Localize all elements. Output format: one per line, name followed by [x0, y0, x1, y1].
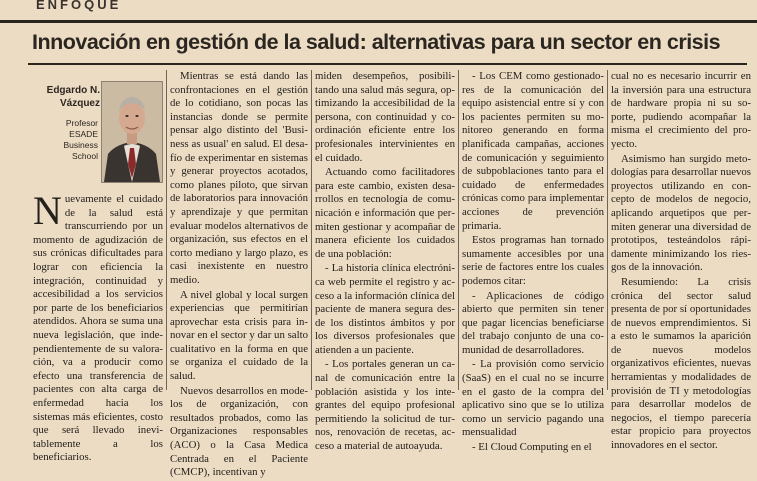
- article-column-3: [315, 70, 455, 455]
- paragraph: miden desempeños, posibilitando una salud más segura, optimizando la accesibilidad de la persona, con continuidad y coordinación eficiente entre los profesionales intervinientes en el cuidado.: [315, 70, 455, 164]
- author-first-name: Edgardo N.: [46, 85, 100, 96]
- paragraph: Actuando como facilitadores para este cambio, existen desarrollos en tecnología de comunicación e información que permiten gestionar y acompañar de manera eficiente los cuidados de una población:: [315, 166, 455, 260]
- author-name: [30, 84, 100, 110]
- paragraph: - La provisión como servicio (SaaS) en el cual no se incurre en el gasto de la compra del aplicativo sino que se lo utiliza como un servicio pagando una mensualidad: [462, 358, 604, 439]
- paragraph: - Aplicaciones de código abierto que permiten sin tener que pagar licencias beneficiarse del trabajo conjunto de una comunidad de desarrolladores.: [462, 289, 604, 356]
- author-role-line: Profesor: [65, 118, 98, 128]
- paragraph-text: uevamente el cuidado de la salud está transcurriendo por un momento de agudización de sus crónicas dificultades para lograr con eficiencia la integración, continuidad y accesibilidad a los servicios por parte de los beneficiarios atendidos. Ahora se suma una nueva legislación, que independientemente de su valoración, va a producir como efecto una transferencia de pacientes con alta carga de enfermedad hacia los sistemas más eficientes, costo que será llevado inevitablemente a los beneficiarios.: [33, 193, 163, 464]
- author-role-line: School: [72, 151, 98, 161]
- paragraph: - La historia clínica electrónica web permite el registro y acceso a la información clínica del paciente de manera segura desde los distintos ámbitos y por los diversos profesionales que atienden a un paciente.: [315, 262, 455, 356]
- top-rule: [0, 20, 757, 23]
- paragraph: Mientras se está dando las confrontaciones en el gestión de lo cotidiano, son pocas las instancias donde se permite pensar algo distinto del 'Business as usual' en salud. El desafío de experimentar en sistemas y generar proyectos acotados, como planes piloto, que sirvan de laboratorios para innovación y aprendizaje y que permitan evaluar modelos alternativos de organización, sus efectos en el corto mediano y largo plazo, es casi inexistente en nuestro medio.: [170, 70, 308, 286]
- headline-rule: [28, 63, 747, 65]
- drop-cap: N: [33, 188, 62, 233]
- paragraph: - Los portales generan un canal de comunicación entre la población asistida y los integrantes del equipo profesional permitiendo la solicitud de turnos, renovación de recetas, acceso a material de autoayuda.: [315, 358, 455, 453]
- column-divider: [607, 70, 608, 390]
- author-photo: [101, 81, 163, 183]
- column-divider: [458, 70, 459, 390]
- paragraph: [33, 188, 163, 465]
- paragraph: Estos programas han tornado sumamente accesibles por una serie de factores entre los cuales podemos citar:: [462, 234, 604, 287]
- paragraph: Asimismo han surgido metodologías para desarrollar nuevos proyectos utilizando en concepto de modelos de negocio, aplicando arquetipos que permiten generar una diversidad de prototipos, testeándolos rápidamente minimizando los riesgos de la innovación.: [611, 152, 752, 274]
- author-last-name: Vázquez: [59, 98, 100, 109]
- paragraph: - El Cloud Computing en el: [472, 441, 592, 454]
- article-column-2: [170, 70, 308, 481]
- paragraph: Nuevos desarrollos en modelos de organización, con resultados probados, como las Organizaciones responsables (ACO) o la Casa Medica Centrada en el Paciente (CMCP), incentivan y: [170, 384, 308, 479]
- author-role-line: ESADE: [69, 129, 98, 139]
- headline: Innovación en gestión de la salud: alternativas para un sector en crisis: [32, 30, 721, 54]
- section-label: ENFOQUE: [36, 0, 122, 12]
- article-column-5: [611, 70, 751, 454]
- paragraph: A nivel global y local surgen experiencias que permitirían aprovechar esta crisis para innovar en el sector y dar un salto cualitativo en la forma en que se organiza el cuidado de la salud.: [170, 288, 308, 383]
- paragraph: - Los CEM como gestionadores de la comunicación del equipo asistencial entre sí y con los pacientes permiten su monitoreo generando en forma planificada campañas, acciones de comunicación y seguimiento de subpoblaciones tanto para el cuidado de enfermedades crónicas como para implementar acciones de prevención primaria.: [462, 70, 604, 232]
- article-column-4: [462, 70, 604, 456]
- paragraph: Resumiendo: La crisis crónica del sector salud presenta de por sí oportunidades de nuevos emprendimientos. Si a esto le sumamos la aparición de nuevos modelos organizativos eficientes, nuevas herramientas y modalidades de provisión de TI y metodologías para desarrollar modelos de negocios, el tiempo parecería estar propicio para proyectos innovadores en el sector.: [611, 275, 751, 452]
- column-divider: [166, 70, 167, 390]
- article-column-1: [33, 188, 163, 466]
- author-role: [40, 118, 98, 162]
- column-divider: [311, 70, 312, 390]
- author-role-line: Business: [63, 140, 98, 150]
- paragraph: cual no es necesario incurrir en la inversión para una estructura de hardware propia ni su soporte, pudiendo acompañar la misma el crecimiento del proyecto.: [611, 70, 751, 150]
